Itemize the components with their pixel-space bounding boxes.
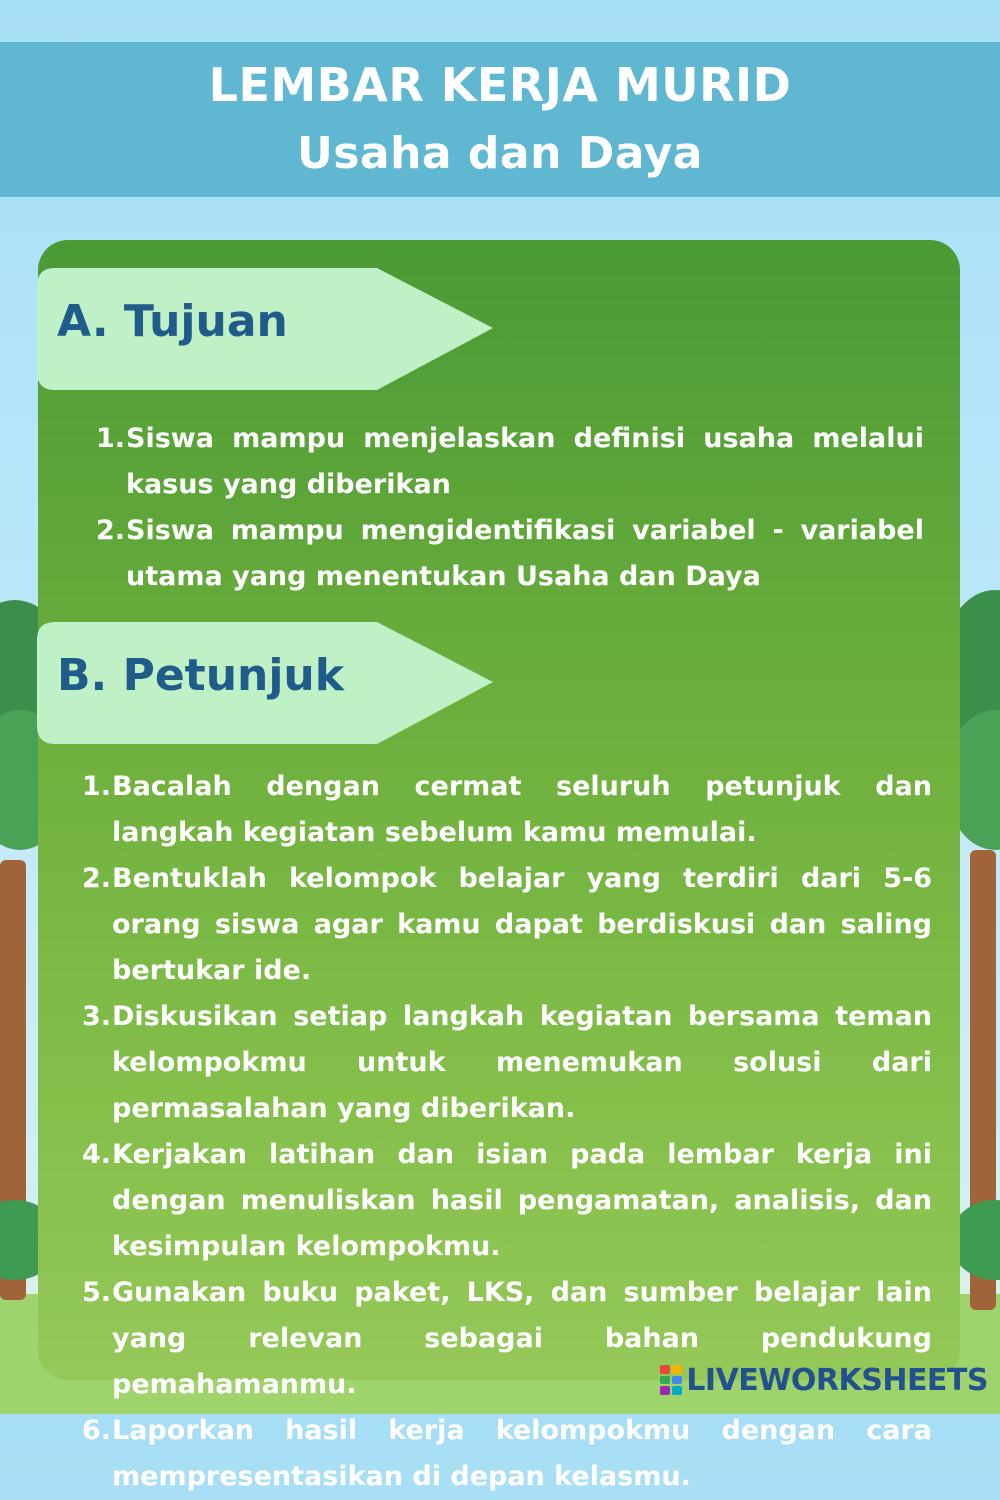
list-text: Kerjakan latihan dan isian pada lembar kerja ini dengan menuliskan hasil pengamatan, analisis, dan kesimpulan kelompokmu.	[112, 1139, 932, 1262]
list-item	[82, 1132, 932, 1270]
list-item	[96, 416, 924, 508]
list-item	[82, 994, 932, 1132]
page-title: LEMBAR KERJA MURID	[208, 58, 792, 112]
list-number: 6.	[82, 1415, 112, 1446]
list-number: 2.	[82, 863, 112, 894]
section-tag-petunjuk	[37, 622, 493, 744]
section-tag-tujuan	[37, 268, 493, 390]
page-subtitle: Usaha dan Daya	[296, 128, 703, 179]
list-item	[82, 856, 932, 994]
liveworksheets-watermark[interactable]	[660, 1360, 988, 1400]
list-text: Diskusikan setiap langkah kegiatan bersama teman kelompokmu untuk menemukan solusi dari permasalahan yang diberikan.	[112, 1001, 932, 1124]
list-text: Bentuklah kelompok belajar yang terdiri dari 5-6 orang siswa agar kamu dapat berdiskusi dan saling bertukar ide.	[112, 863, 932, 986]
list-number: 4.	[82, 1139, 112, 1170]
watermark-text: LIVEWORKSHEETS	[686, 1362, 988, 1398]
list-number: 5.	[82, 1277, 112, 1308]
liveworksheets-logo-icon	[660, 1365, 682, 1395]
list-number: 1.	[96, 423, 126, 454]
list-number: 2.	[96, 515, 126, 546]
list-number: 1.	[82, 771, 112, 802]
section-heading-tujuan: A. Tujuan	[57, 296, 288, 347]
list-text: Siswa mampu menjelaskan definisi usaha melalui kasus yang diberikan	[126, 423, 924, 500]
list-text: Gunakan buku paket, LKS, dan sumber belajar lain yang relevan sebagai bahan pendukung pemahamanmu.	[112, 1277, 932, 1400]
tujuan-list	[96, 416, 924, 600]
list-text: Bacalah dengan cermat seluruh petunjuk dan langkah kegiatan sebelum kamu memulai.	[112, 771, 932, 848]
section-heading-petunjuk: B. Petunjuk	[57, 650, 345, 701]
list-text: Siswa mampu mengidentifikasi variabel - variabel utama yang menentukan Usaha dan Daya	[126, 515, 924, 592]
list-item	[82, 1408, 932, 1500]
list-item	[96, 508, 924, 600]
list-text: Laporkan hasil kerja kelompokmu dengan cara mempresentasikan di depan kelasmu.	[112, 1415, 932, 1492]
list-number: 3.	[82, 1001, 112, 1032]
list-item	[82, 764, 932, 856]
